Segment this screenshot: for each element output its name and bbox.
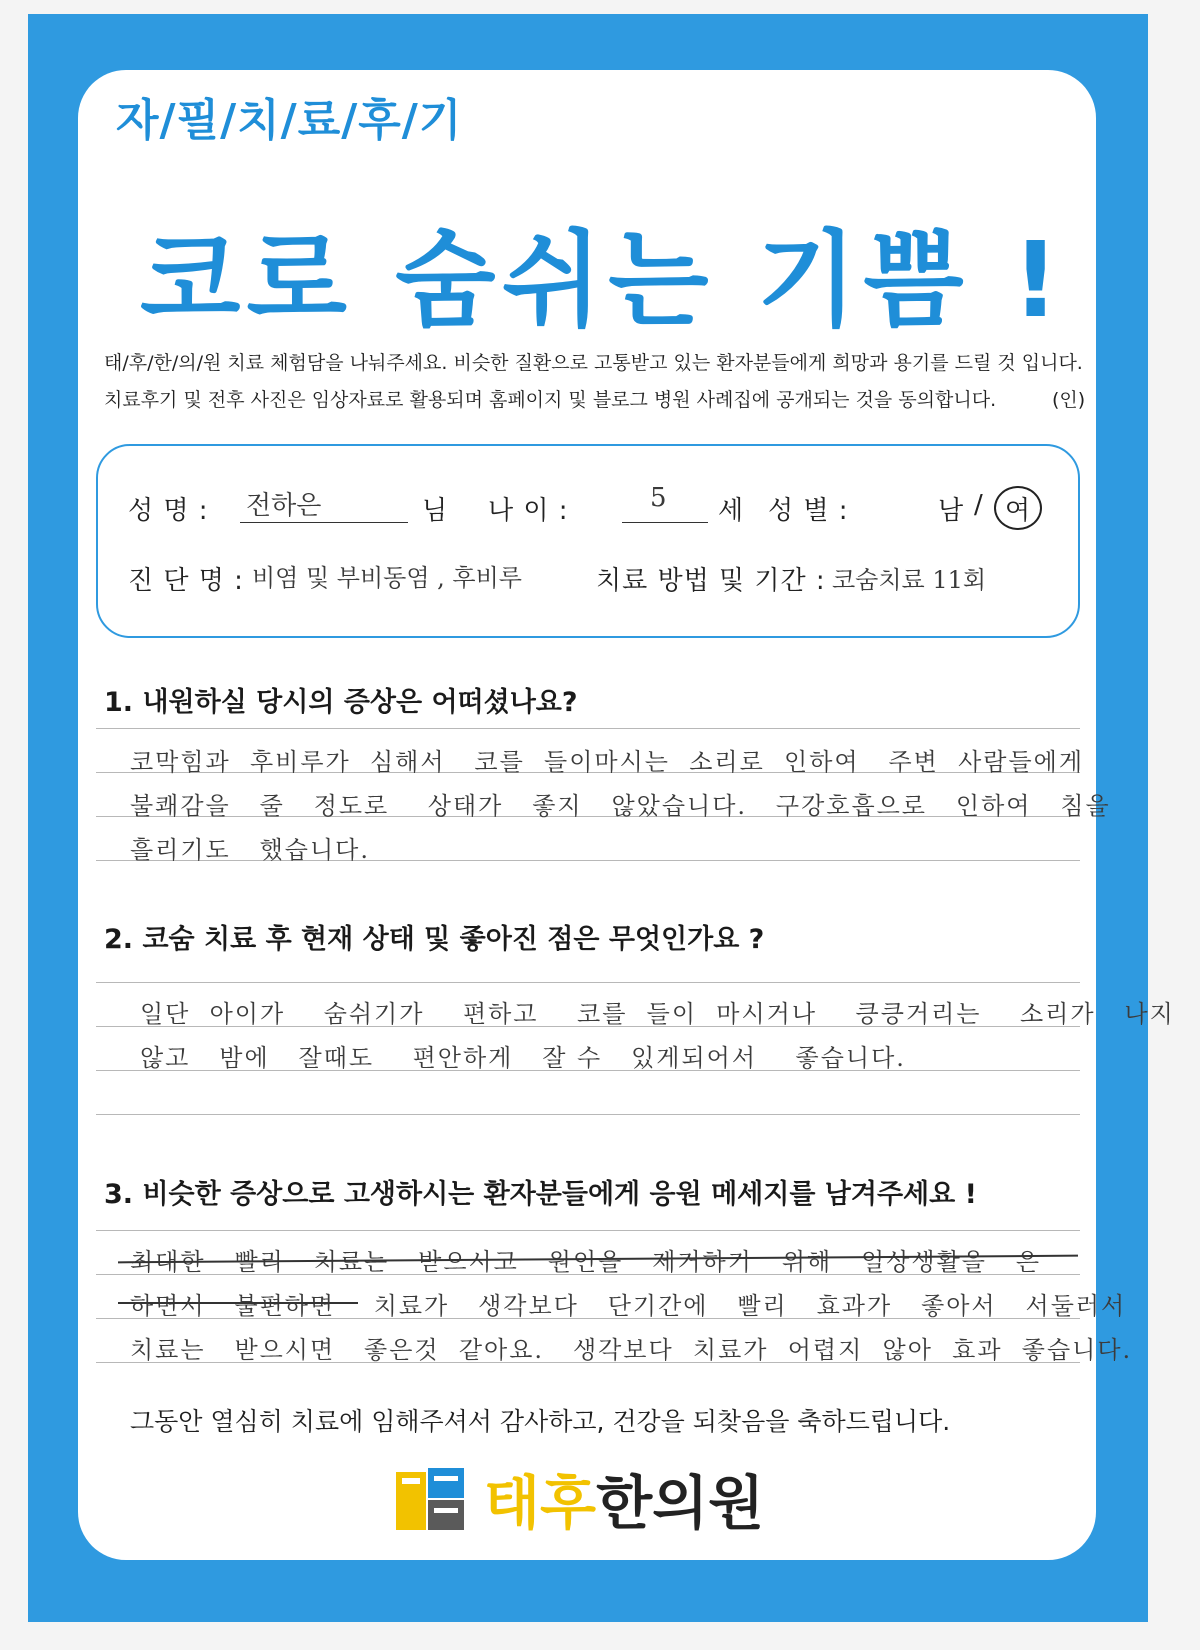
answer-1-line-3: 흘리기도 했습니다.	[130, 836, 370, 864]
answer-3-line-3: 치료는 받으시면 좋은것 같아요. 생각보다 치료가 어렵지 않아 효과 좋습니다.	[130, 1336, 1133, 1364]
closing-message: 그동안 열심히 치료에 임해주셔서 감사하고, 건강을 되찾음을 축하드립니다.	[130, 1407, 951, 1436]
brand-name-part-2: 한의원	[596, 1469, 765, 1537]
answer-rule	[96, 1230, 1080, 1231]
name-underline	[240, 522, 408, 523]
answer-3-line-2: 하면서 불편하면 치료가 생각보다 단기간에 빨리 효과가 좋아서 서둘러서	[130, 1292, 1127, 1320]
name-suffix: 님	[422, 496, 449, 526]
diagnosis-value: 비염 및 부비동염 , 후비루	[252, 564, 522, 592]
age-underline	[622, 522, 708, 523]
intro-line-1: 태/후/한/의/원 치료 체험담을 나눠주세요. 비슷한 질환으로 고통받고 있는 환자분들에게 희망과 용기를 드릴 것 입니다.	[104, 352, 1083, 374]
answer-1-line-1: 코막힘과 후비루가 심해서 코를 들이마시는 소리로 인하여 주변 사람들에게	[130, 748, 1085, 776]
consent-seal-mark: (인)	[1052, 389, 1086, 411]
series-title: 자/필/치/료/후/기	[116, 95, 463, 146]
treatment-value: 코숨치료 11회	[832, 566, 987, 594]
sex-label: 성 별 :	[768, 496, 849, 526]
question-2-label: 2. 코숨 치료 후 현재 상태 및 좋아진 점은 무엇인가요 ?	[104, 924, 765, 955]
intro-line-2: 치료후기 및 전후 사진은 임상자료로 활용되며 홈페이지 및 블로그 병원 사례집에 공개되는 것을 동의합니다.	[104, 389, 997, 411]
name-value: 전하은	[246, 491, 322, 521]
answer-2-line-2: 않고 밤에 잘때도 편안하게 잘 수 있게되어서 좋습니다.	[140, 1044, 906, 1072]
sex-separator: /	[974, 490, 984, 520]
diagnosis-label: 진 단 명 :	[128, 566, 244, 596]
sex-female: 여	[1005, 496, 1032, 526]
age-unit: 세	[718, 496, 745, 526]
sex-male: 남	[938, 496, 965, 526]
sex-selection-circle	[994, 486, 1042, 530]
answer-rule	[96, 1114, 1080, 1115]
treatment-label: 치료 방법 및 기간 :	[596, 566, 826, 596]
age-label: 나 이 :	[488, 496, 569, 526]
brand-name-part-1: 태후	[484, 1469, 597, 1537]
question-1-label: 1. 내원하실 당시의 증상은 어떠셨나요?	[104, 687, 578, 718]
patient-info-box	[96, 444, 1080, 638]
headline: 코로 숨쉬는 기쁨 !	[140, 219, 1066, 341]
answer-3-line-1: 최대한 빨리 치료는 받으시고 원인을 제거하기 위해 일상생활을 은	[130, 1248, 1042, 1276]
clinic-logo-icon	[396, 1464, 466, 1534]
answer-2-line-1: 일단 아이가 숨쉬기가 편하고 코를 들이 마시거나 킁킁거리는 소리가 나지	[140, 1000, 1175, 1028]
question-3-label: 3. 비슷한 증상으로 고생하시는 환자분들에게 응원 메세지를 남겨주세요 !	[104, 1179, 977, 1210]
strikethrough-line	[118, 1302, 358, 1304]
answer-rule	[96, 728, 1080, 729]
answer-1-line-2: 불쾌감을 줄 정도로 상태가 좋지 않았습니다. 구강호흡으로 인하여 침을	[130, 792, 1111, 820]
answer-rule	[96, 982, 1080, 983]
age-value: 5	[650, 483, 667, 513]
name-label: 성 명 :	[128, 496, 209, 526]
clinic-brand-name	[484, 1456, 764, 1540]
